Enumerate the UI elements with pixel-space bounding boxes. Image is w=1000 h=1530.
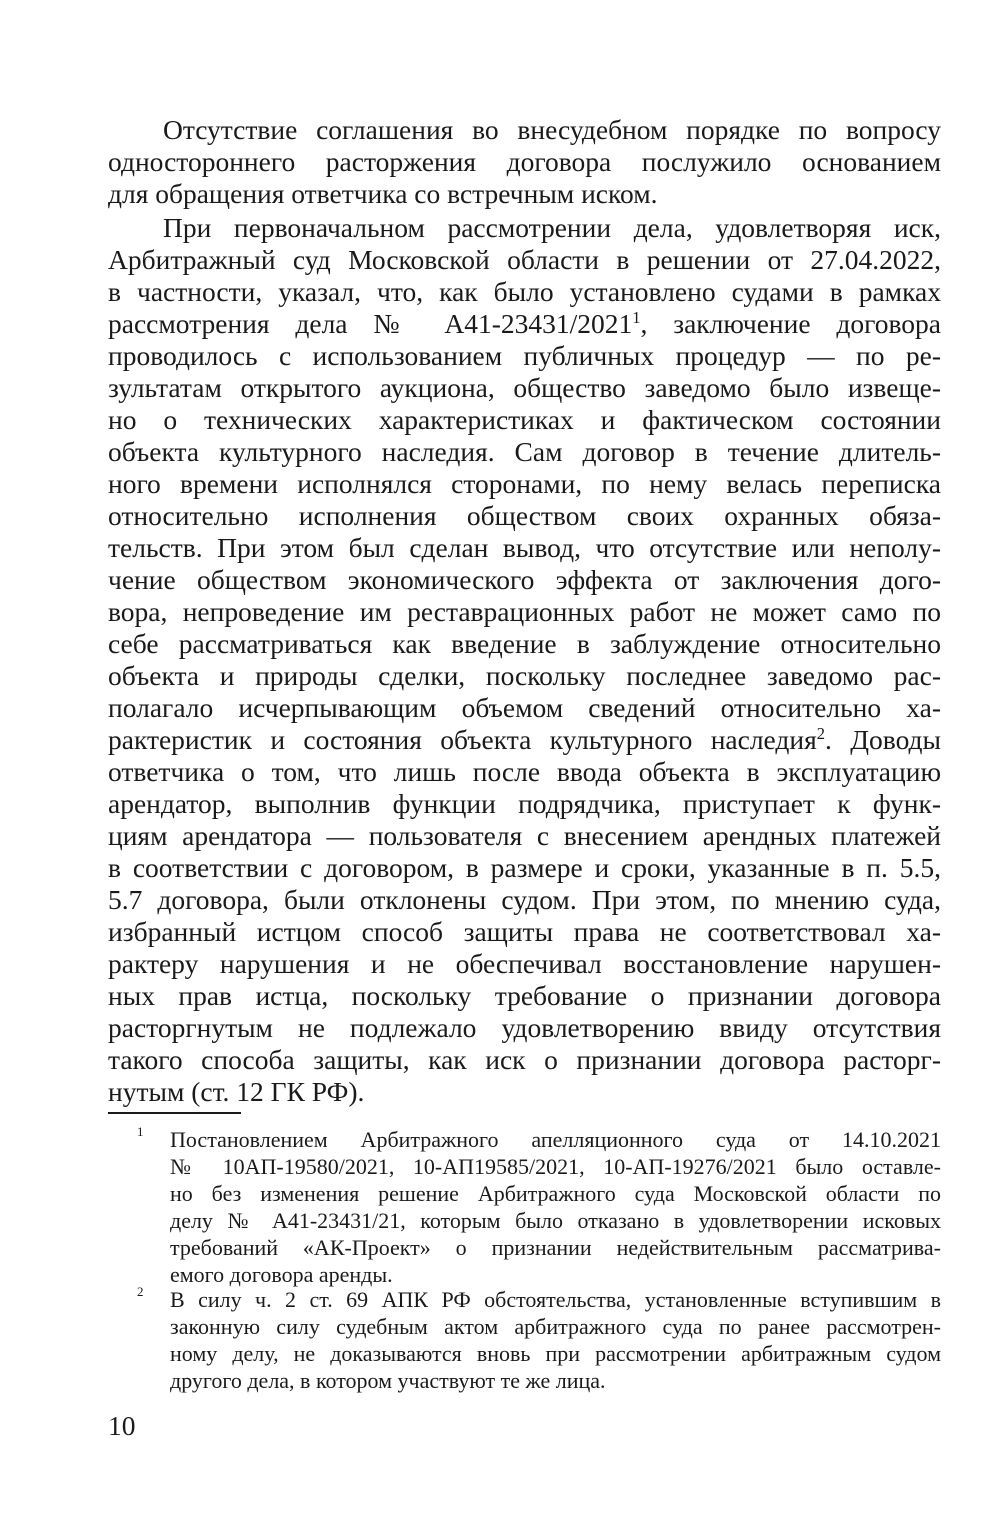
text-line: циям арендатора — пользователя с внесением арендных платежей bbox=[108, 820, 941, 851]
text-line bbox=[108, 724, 941, 756]
text-line: арендатор, выполнив функции подрядчика, приступает к функ- bbox=[108, 788, 941, 819]
text-line: Отсутствие соглашения во внесудебном порядке по вопросу bbox=[163, 114, 941, 145]
footnote-line: законную силу судебным актом арбитражного суда по ранее рассмотрен- bbox=[170, 1314, 941, 1339]
text-line: расторгнутым не подлежало удовлетворению ввиду отсутствия bbox=[108, 1012, 941, 1043]
footnote-line: требований «АК-Проект» о признании недействительным рассматрива- bbox=[170, 1235, 941, 1260]
footnote-line: делу № А41-23431/21, которым было отказано в удовлетворении исковых bbox=[170, 1208, 941, 1233]
text-line: для обращения ответчика со встречным иском. bbox=[108, 178, 658, 209]
footnote-line: № 10АП-19580/2021, 10-АП19585/2021, 10-АП-19276/2021 было оставле- bbox=[170, 1154, 941, 1179]
text-line: себе рассматриваться как введение в заблуждение относительно bbox=[108, 628, 941, 659]
footnote-line: Постановлением Арбитражного апелляционного суда от 14.10.2021 bbox=[170, 1127, 941, 1152]
text-fragment: . Доводы bbox=[825, 724, 941, 755]
text-line: рактеру нарушения и не обеспечивал восстановление нарушен- bbox=[108, 948, 941, 979]
text-line: 5.7 договора, были отклонены судом. При этом, по мнению суда, bbox=[108, 884, 941, 915]
text-line: вора, непроведение им реставрационных работ не может само по bbox=[108, 596, 941, 627]
text-line: тельств. При этом был сделан вывод, что отсутствие или неполу- bbox=[108, 532, 941, 563]
text-fragment: рактеристик и состояния объекта культурного наследия bbox=[108, 724, 817, 755]
text-line: полагало исчерпывающим объемом сведений относительно ха- bbox=[108, 692, 941, 723]
text-line: относительно исполнения обществом своих охранных обяза- bbox=[108, 500, 941, 531]
footnote-ref-2[interactable]: 2 bbox=[816, 723, 826, 743]
footnote-line: В силу ч. 2 ст. 69 АПК РФ обстоятельства, установленные вступившим в bbox=[170, 1287, 941, 1312]
text-line: в частности, указал, что, как было установлено судами в рамках bbox=[108, 276, 941, 307]
footnote-separator bbox=[108, 1112, 241, 1114]
text-line: объекта культурного наследия. Сам договор в течение длитель- bbox=[108, 436, 941, 467]
text-line: При первоначальном рассмотрении дела, удовлетворяя иск, bbox=[163, 212, 941, 243]
page-number: 10 bbox=[108, 1410, 136, 1441]
text-line: одностороннего расторжения договора послужило основанием bbox=[108, 146, 941, 177]
text-line: в соответствии с договором, в размере и сроки, указанные в п. 5.5, bbox=[108, 852, 941, 883]
text-line: Арбитражный суд Московской области в решении от 27.04.2022, bbox=[108, 244, 941, 275]
text-line: объекта и природы сделки, поскольку последнее заведомо рас- bbox=[108, 660, 941, 691]
text-line: но о технических характеристиках и фактическом состоянии bbox=[108, 404, 941, 435]
footnote-ref-1[interactable]: 1 bbox=[632, 307, 641, 327]
text-line: избранный истцом способ защиты права не соответствовал ха- bbox=[108, 916, 941, 947]
footnote-line: но без изменения решение Арбитражного суда Московской области по bbox=[170, 1181, 941, 1206]
footnote-number: 2 bbox=[137, 1284, 144, 1299]
text-line: чение обществом экономического эффекта от заключения дого- bbox=[108, 564, 941, 595]
footnote-number: 1 bbox=[137, 1124, 144, 1139]
text-line bbox=[108, 308, 941, 340]
text-line: нутым (ст. 12 ГК РФ). bbox=[108, 1076, 365, 1107]
text-line: зультатам открытого аукциона, общество заведомо было извеще- bbox=[108, 372, 941, 403]
text-line: ных прав истца, поскольку требование о признании договора bbox=[108, 980, 941, 1011]
text-line: ответчика о том, что лишь после ввода объекта в эксплуатацию bbox=[108, 756, 941, 787]
footnote-line: емого договора аренды. bbox=[170, 1262, 393, 1287]
text-fragment: рассмотрения дела № А41-23431/2021 bbox=[108, 308, 633, 339]
text-line: проводилось с использованием публичных процедур — по ре- bbox=[108, 340, 941, 371]
text-fragment: , заключение договора bbox=[640, 308, 941, 339]
text-line: ного времени исполнялся сторонами, по нему велась переписка bbox=[108, 468, 941, 499]
footnote-line: другого дела, в котором участвуют те же лица. bbox=[170, 1368, 606, 1393]
footnote-line: ному делу, не доказываются вновь при рассмотрении арбитражным судом bbox=[170, 1341, 941, 1366]
text-line: такого способа защиты, как иск о признании договора расторг- bbox=[108, 1044, 941, 1075]
